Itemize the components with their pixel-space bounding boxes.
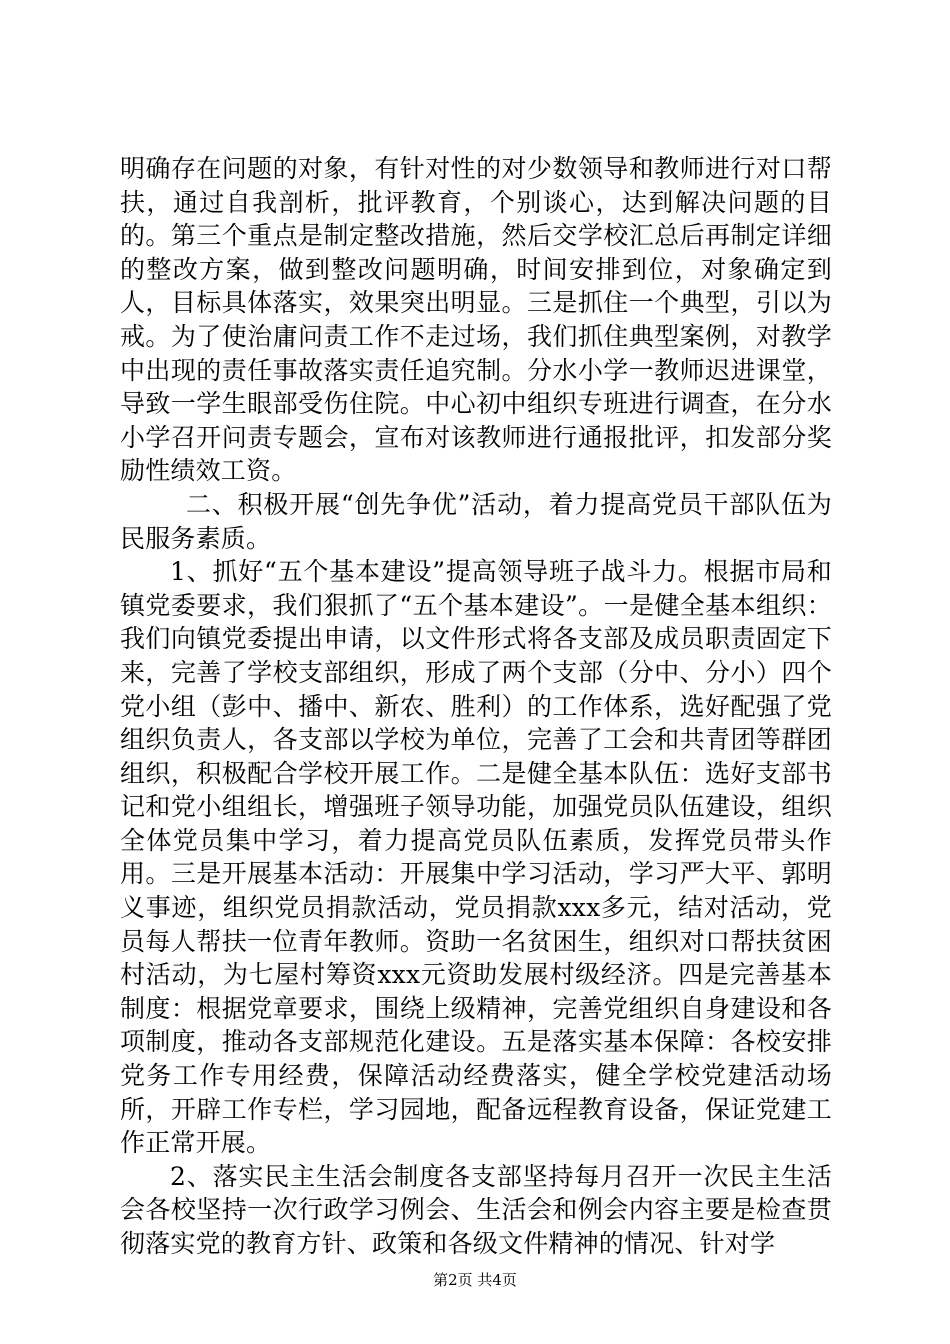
document-body <box>120 152 832 1261</box>
section-heading-two: 二、积极开展“创先争优”活动，着力提高党员干部队伍为民服务素质。 <box>120 489 832 553</box>
paragraph-continuation: 明确存在问题的对象，有针对性的对少数领导和教师进行对口帮扶，通过自我剖析，批评教育，个别谈心，达到解决问题的目的。第三个重点是制定整改措施，然后交学校汇总后再制定详细的整改方案，做到整改问题明确，时间安排到位，对象确定到人，目标具体落实，效果突出明显。三是抓住一个典型，引以为戒。为了使治庸问责工作不走过场，我们抓住典型案例，对教学中出现的责任事故落实责任追究制。分水小学一教师迟进课堂，导致一学生眼部受伤住院。中心初中组织专班进行调查，在分水小学召开问责专题会，宣布对该教师进行通报批评，扣发部分奖励性绩效工资。 <box>120 154 832 486</box>
paragraph-democratic-life-meeting: 2、落实民主生活会制度各支部坚持每月召开一次民主生活会各校坚持一次行政学习例会、生活会和例会内容主要是检查贯彻落实党的教育方针、政策和各级文件精神的情况、针对学 <box>120 1161 832 1258</box>
page-number-footer: 第2页 共4页 <box>433 1271 517 1289</box>
paragraph-five-basic-constructions: 1、抓好“五个基本建设”提高领导班子战斗力。根据市局和镇党委要求，我们狠抓了“五个基本建设”。一是健全基本组织：我们向镇党委提出申请，以文件形式将各支部及成员职责固定下来，完善了学校支部组织，形成了两个支部（分中、分小）四个党小组（彭中、播中、新农、胜利）的工作体系，选好配强了党组织负责人，各支部以学校为单位，完善了工会和共青团等群团组织，积极配合学校开展工作。二是健全基本队伍：选好支部书记和党小组组长，增强班子领导功能，加强党员队伍建设，组织全体党员集中学习，着力提高党员队伍素质，发挥党员带头作用。三是开展基本活动：开展集中学习活动，学习严大平、郭明义事迹，组织党员捐款活动，党员捐款xxx多元，结对活动，党员每人帮扶一位青年教师。资助一名贫困生，组织对口帮扶贫困村活动，为七屋村筹资xxx元资助发展村级经济。四是完善基本制度：根据党章要求，围绕上级精神，完善党组织自身建设和各项制度，推动各支部规范化建设。五是落实基本保障：各校安排党务工作专用经费，保障活动经费落实，健全学校党建活动场所，开辟工作专栏，学习园地，配备远程教育设备，保证党建工作正常开展。 <box>120 557 832 1158</box>
